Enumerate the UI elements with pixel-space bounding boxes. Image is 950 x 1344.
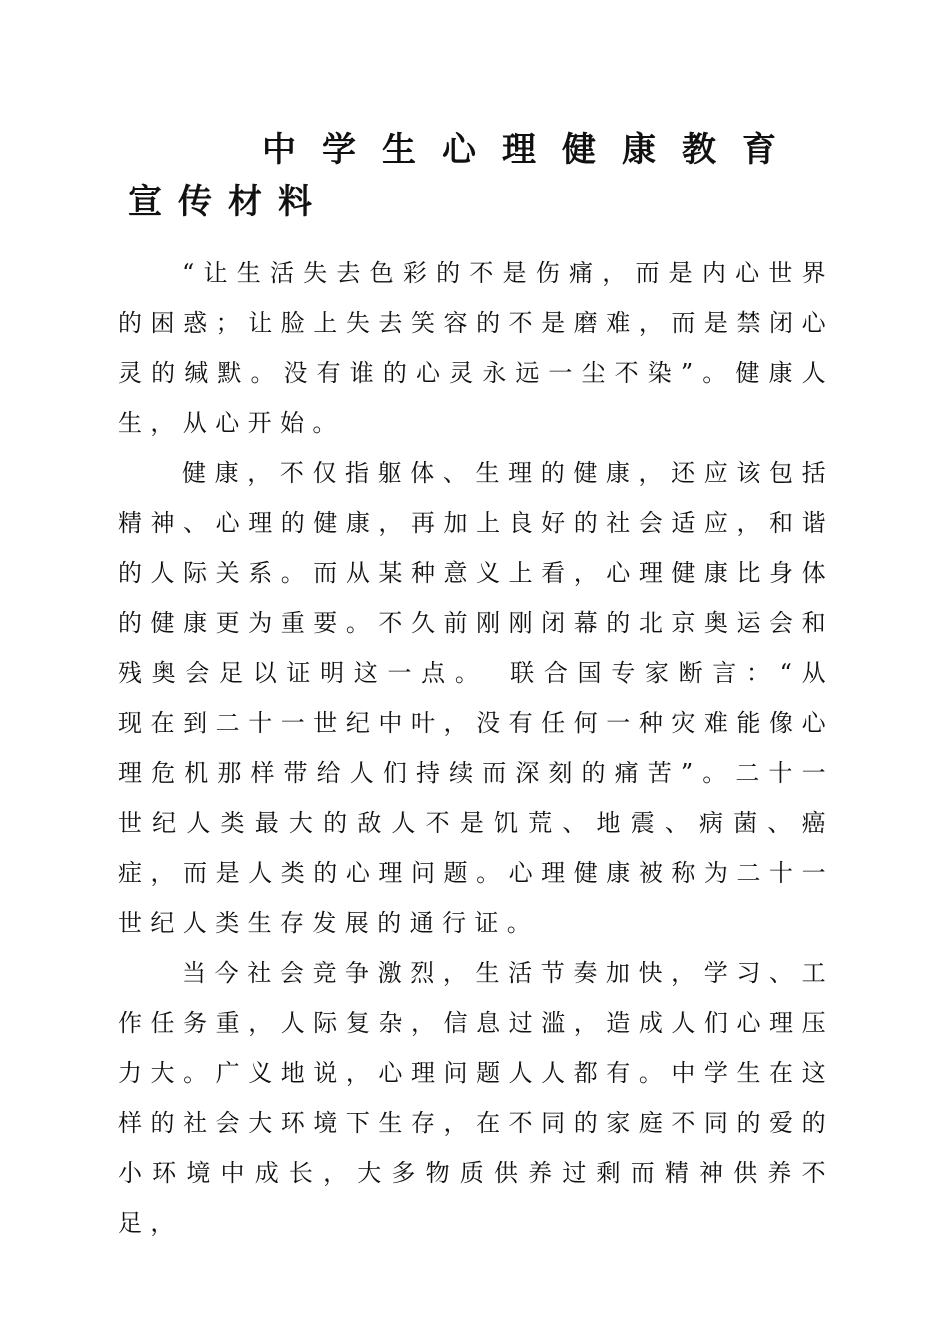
document-body bbox=[118, 248, 834, 1248]
document-title-line-1: 中学生心理健康教育 bbox=[262, 130, 802, 170]
paragraph-2: 健康，不仅指躯体、生理的健康，还应该包括精神、心理的健康，再加上良好的社会适应，和谐的人际关系。而从某种意义上看，心理健康比身体的健康更为重要。不久前刚刚闭幕的北京奥运会和残奥会足以证明这一点。 联合国专家断言：“从现在到二十一世纪中叶，没有任何一种灾难能像心理危机那样带给人们持续而深刻的痛苦”。二十一世纪人类最大的敌人不是饥荒、地震、病菌、癌症，而是人类的心理问题。心理健康被称为二十一世纪人类生存发展的通行证。 bbox=[118, 459, 834, 937]
paragraph-3: 当今社会竞争激烈，生活节奏加快，学习、工作任务重，人际复杂，信息过滥，造成人们心理压力大。广义地说，心理问题人人都有。中学生在这样的社会大环境下生存，在不同的家庭不同的爱的小环境中成长，大多物质供养过剩而精神供养不足， bbox=[118, 959, 834, 1237]
paragraph-1: “让生活失去色彩的不是伤痛，而是内心世界的困惑；让脸上失去笑容的不是磨难，而是禁闭心灵的缄默。没有谁的心灵永远一尘不染”。健康人生，从心开始。 bbox=[118, 259, 834, 437]
document-title-line-2: 宣传材料 bbox=[128, 182, 328, 222]
